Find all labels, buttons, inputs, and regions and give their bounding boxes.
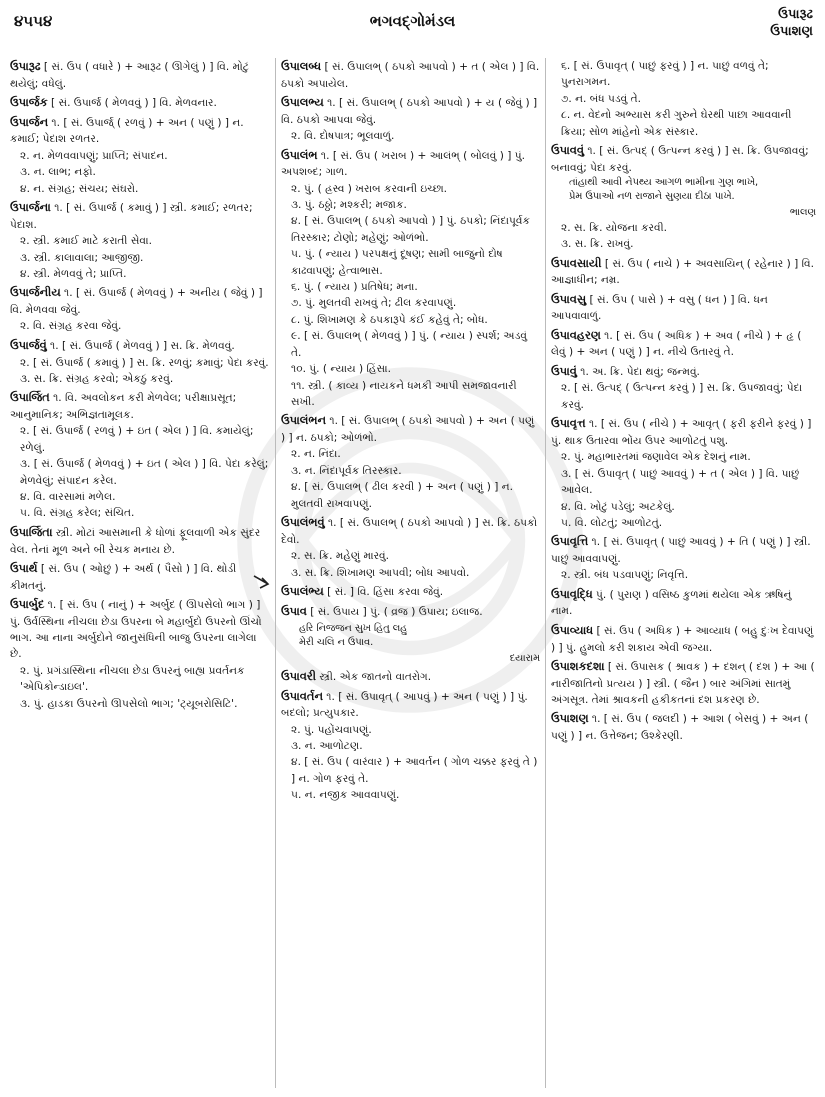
- dictionary-entry: [10, 337, 270, 387]
- headword-text: ઉપાર્થ: [10, 560, 38, 575]
- entry-headword: [10, 58, 270, 92]
- entry-headword: [551, 622, 816, 656]
- entry-headword: [551, 710, 816, 744]
- dictionary-entry: [281, 94, 540, 144]
- headword-text: ઉપાવ્યાધ: [551, 622, 594, 637]
- entry-sense: ૩. સ. ક્રિ. રાખવું.: [561, 238, 634, 251]
- entry-definition: ૧. [ સં. ઉપ ( નીચે ) + આવૃત્ ( ફરી ફરીને ફરવું ) ] પું. થાક ઉતારવા ભોંય ઉપર આળોટતું પશુ.: [551, 418, 812, 447]
- entry-definition: [ સં. ઉપ ( વધારે ) + આરૂઢ ( ઊગેલું ) ] વિ. મોટું થયેલું; વધેલું.: [10, 61, 249, 90]
- dictionary-entry: [551, 291, 816, 325]
- entry-sense: ૨. પું. પહોંચવાપણું.: [291, 723, 372, 736]
- headword-text: ઉપાર્જિતા: [10, 524, 53, 539]
- dictionary-entry: [281, 688, 540, 804]
- running-title: ભગવદ્ગોમંડલ: [369, 12, 456, 30]
- headword-text: ઉપાલંભન: [281, 413, 327, 428]
- entry-sense: ૨. વિ. દોષપાત્ર; ભૂલવાળું.: [291, 130, 395, 143]
- entry-definition: ૧. [ સં. ઉપાવૃત્ ( પાછું આવવું ) + તિ ( પણું ) ] સ્ત્રી. પાછું આવવાપણું.: [551, 536, 811, 565]
- entry-headword: [281, 668, 540, 686]
- quotation-author: ભાલણ: [789, 206, 816, 218]
- entry-sense: ૨. વિ. સંગ્રહ કરવા જેવું.: [20, 320, 122, 333]
- dictionary-entry: [551, 710, 816, 744]
- entry-definition: [ સં. ઉપાય ] પું. ( વ્રજ ) ઉપાય; ઇલાજ.: [306, 605, 483, 618]
- entry-headword: [281, 603, 540, 621]
- headword-text: ઉપાલંભ્ય: [281, 583, 324, 598]
- entry-sense: ૪. વિ. ખોટું પડેલું; અટકેલું.: [561, 500, 675, 513]
- entry-definition: [ સં. ઉપ ( પાસે ) + વસુ ( ધન ) ] વિ. ધન આપવાવાળું.: [551, 293, 768, 323]
- column-divider: [545, 58, 546, 1088]
- dictionary-entry: [281, 58, 540, 92]
- headword-text: ઉપાવૃત્તિ: [551, 534, 589, 549]
- headword-text: ઉપાશકદશા: [551, 658, 605, 673]
- entry-headword: [281, 514, 540, 548]
- entry-sense: ૩. [ સં. ઉપાવૃત્ ( પાછું આવવું ) + ત ( એલ ) ] વિ. પાછું આવેલ.: [561, 467, 800, 497]
- entry-sense: ૫. વિ. લોટતું; આળોટતું.: [561, 516, 663, 529]
- dictionary-entry: [551, 415, 816, 531]
- handwritten-arrow-mark: [252, 572, 272, 592]
- entry-quotation: તાંહાથી આવી નેપથ્ય આગળ ભામીના ગુણ ભાખે,: [569, 177, 759, 189]
- entry-headword: [281, 688, 540, 722]
- entry-sense: ૪. ન. સંગ્રહ; સંચય; સંઘરો.: [20, 182, 139, 195]
- entry-definition: પું. ( પુરાણ ) વસિષ્ઠ કુળમાં થયેલા એક ઋષિનું નામ.: [551, 588, 792, 618]
- entry-sense: ૧૧. સ્ત્રી. ( કાવ્ય ) નાયકને ધમકી આપી સમજાવનારી સખી.: [291, 379, 517, 408]
- entry-definition: ૧. [ સં. ઉપાર્જ ( કમાવું ) ] સ્ત્રી. કમાઈ; રળતર; પેદાશ.: [10, 202, 253, 231]
- entry-definition: ૧. [ સં. ઉપ ( નાનું ) + અર્બુદ ( ઊપસેલો ભાગ ) ] પું. ઉર્વસ્થિના નીચલા છેડા ઉપરના બે મહાર્બુદો ઉપરનો ઊંચો ભાગ. આ નાના અર્બુદોને જાનુસંધિની બાજુ ઉપરના લાગેલા છે.: [10, 598, 262, 661]
- entry-headword: [10, 284, 270, 318]
- entry-sense: ૨. સ. ક્રિ. મહેણું મારવું.: [291, 550, 390, 563]
- dictionary-entry: [551, 658, 816, 708]
- entry-quotation: હરિ નિજજન સુખ હિતુ લહુ: [299, 623, 408, 635]
- entry-sense: ૩. ન. લાભ; નફો.: [20, 166, 96, 179]
- headword-text: ઉપાવર્તન: [281, 688, 323, 703]
- entry-sense: ૪. [ સં. ઉપાલભ્ ( ઢીલ કરવી ) + અન ( પણું ) ] ન. મુલતવી રાખવાપણું.: [291, 481, 513, 510]
- entry-headword: [551, 586, 816, 620]
- entry-headword: [10, 94, 270, 112]
- dictionary-entry: [281, 603, 540, 621]
- headword-text: ઉપાલંભવું: [281, 515, 325, 530]
- entry-definition: સ્ત્રી. એક જાતનો વાતરોગ.: [316, 670, 432, 683]
- headword-text: ઉપાવું: [551, 363, 577, 378]
- dictionary-entry: [10, 94, 270, 112]
- entry-definition: ૧. વિ. અવલોકન કરી મેળવેલ; પરીક્ષાપ્રસૂત; આનુમાનિક; અભિજ્ઞતામૂલક.: [10, 392, 237, 421]
- headword-text: ઉપાર્જના: [10, 200, 51, 215]
- entry-headword: [10, 114, 270, 148]
- headword-text: ઉપાલબ્ધ: [281, 59, 322, 73]
- entry-definition: ૧. [ સં. ઉપાલભ્ ( ઠપકો આપવો ) + અન ( પણું ) ] ન. ઠપકો; ઓળંભો.: [281, 415, 535, 444]
- entry-definition: ૧. [ સં. ઉપ ( જલદી ) + આશ ( બેસવું ) + અન ( પણું ) ] ન. ઉત્તેજન; ઉશ્કેરણી.: [551, 713, 809, 743]
- entry-sense: ૫. ન. નજીક આવવાપણું.: [291, 789, 400, 802]
- entry-definition: ૧. [ સં. ઉત્પદ્ ( ઉત્પન્ન કરવું ) ] સ. ક્રિ. ઉપજાવવું; બનાવવું; પેદા કરવું.: [551, 145, 809, 174]
- entry-headword: [10, 524, 270, 558]
- entry-sense: ૩. પું. હાડકા ઉપરનો ઊપસેલો ભાગ; 'ટ્યૂબરોસિટિ'.: [20, 697, 238, 710]
- dictionary-entry: [10, 199, 270, 282]
- dictionary-entry: [551, 363, 816, 413]
- dictionary-entry: [281, 147, 540, 411]
- entry-definition: [ સં. ઉપ ( નાચે ) + અવસાયિન્ ( રહેનાર ) ] વિ. આજ્ઞાધીન; નમ્ર.: [551, 257, 814, 287]
- entry-quotation: પ્રેમ ઉપાઓ નળ રાજાને સુણયા દીઠા પાખે.: [569, 191, 735, 203]
- entry-headword: [281, 58, 540, 92]
- entry-sense: ૪. સ્ત્રી. મેળવવું તે; પ્રાપ્તિ.: [20, 267, 127, 280]
- entry-definition: સ્ત્રી. મોટાં આસમાની કે ધોળાં ફૂલવાળી એક સુંદર વેલ. તેનાં મૂળ અને બી રેચક મનાય છે.: [10, 526, 261, 556]
- entry-headword: [10, 199, 270, 233]
- dictionary-entry: [10, 284, 270, 334]
- entry-definition: ૧. [ સં. ઉપાર્જ ( મેળવવું ) ] સ. ક્રિ. મેળવવું.: [46, 339, 235, 352]
- column-divider: [275, 58, 276, 1088]
- entry-sense: ૪. [ સં. ઉપાલભ્ ( ઠપકો આપવો ) ] પું. ઠપકો; નિંદાપૂર્વક તિરસ્કાર; ટોણો; મહેણું; ઓળંભો.: [291, 215, 530, 244]
- entry-sense: ૩. પું. ઠઠ્ઠો; મશ્કરી; મજાક.: [291, 199, 407, 212]
- headword-text: ઉપાર્જિત: [10, 390, 50, 405]
- entry-headword: [10, 389, 270, 423]
- entry-headword: [551, 291, 816, 325]
- entry-definition: [ સં. ઉપાલભ્ ( ઠપકો આપવો ) + ત ( એલ ) ] વિ. ઠપકો અપાયેલ.: [281, 61, 540, 90]
- dictionary-entry: [551, 255, 816, 289]
- quotation-author: દયારામ: [509, 652, 540, 664]
- entry-definition: ૧. [ સં. ઉપાવૃત્ ( આપવું ) + અન ( પણું ) ] પું. બદલો; પ્રત્યુપકાર.: [281, 690, 528, 720]
- entry-sense: ૨. [ સં. ઉપાર્જ ( રળવું ) + ઇત ( એલ ) ] વિ. કમાયેલું; રળેલું.: [20, 425, 254, 454]
- entry-headword: [281, 147, 540, 181]
- guide-words: [770, 6, 813, 40]
- dictionary-entry: [281, 622, 540, 666]
- dictionary-entry: [281, 583, 540, 601]
- headword-text: ઉપાવ: [281, 603, 307, 618]
- entry-headword: [10, 596, 270, 663]
- entry-headword: [551, 415, 816, 449]
- dictionary-entry: [10, 524, 270, 558]
- headword-text: ઉપાશણ: [551, 711, 589, 726]
- dictionary-entry: [10, 596, 270, 712]
- entry-sense: ૨. ન. મેળવવાપણું; પ્રાપ્તિ; સંપાદન.: [20, 149, 168, 162]
- entry-sense: ૭. ન. બંધ પડવું તે.: [561, 92, 642, 105]
- entry-definition: ૧. [ સં. ઉપાર્જ્ ( રળવું ) + અન ( પણું ) ] ન. કમાઈ; પેદાશ રળતર.: [10, 116, 244, 146]
- dictionary-entry: [10, 58, 270, 92]
- entry-headword: [10, 560, 270, 594]
- entry-definition: ૧. [ સં. ઉપાલભ્ ( ઠપકો આપવો ) ] સ. ક્રિ. ઠપકો દેવો.: [281, 517, 538, 546]
- entry-headword: [551, 363, 816, 381]
- entry-definition: ૧. [ સં. ઉપાર્જ ( મેળવવું ) + અનીય ( જેવું ) ] વિ. મેળવવા જેવું.: [10, 287, 263, 317]
- dictionary-entry: [10, 560, 270, 594]
- dictionary-entry: [551, 586, 816, 620]
- entry-sense: ૭. પું. મુલતવી રાખવું તે; ઢીલ કરવાપણું.: [291, 297, 457, 310]
- entry-headword: [551, 142, 816, 176]
- dictionary-entry: [281, 514, 540, 581]
- dictionary-column-1: [10, 58, 270, 1088]
- headword-text: ઉપાવૃદ્ધિ: [551, 586, 593, 601]
- entry-headword: [281, 94, 540, 128]
- entry-headword: [281, 583, 540, 601]
- entry-sense: ૩. સ. ક્રિ. શિખામણ આપવી; બોધ આપવો.: [291, 566, 470, 579]
- page-header: [0, 0, 825, 40]
- entry-sense: ૧૦. પું. ( ન્યાય ) હિંસા.: [291, 363, 392, 376]
- entry-sense: ૨. પું. ( હ્રસ્વ ) ખરાબ કરવાની ઇચ્છા.: [291, 182, 448, 195]
- entry-headword: [551, 255, 816, 289]
- guide-word-last: ઉપાશણ: [770, 24, 813, 39]
- entry-sense: ૮. ન. વેદનો અભ્યાસ કરી ગુરુને ઘેરથી પાછા આવવાની ક્રિયા; સોળ માંહેનો એક સંસ્કાર.: [561, 109, 792, 138]
- entry-quotation: મેરી ચલિ ન ઉપાવ.: [299, 637, 374, 649]
- entry-sense: ૨. સ્ત્રી. બંધ પડવાપણું; નિવૃત્તિ.: [561, 569, 689, 582]
- headword-text: ઉપાવસાયી: [551, 255, 602, 270]
- entry-sense: ૪. [ સં. ઉપ ( વારંવાર ) + આવર્તન ( ગોળ ચક્કર ફરવું તે ) ] ન. ગોળ ફરવું તે.: [291, 756, 538, 785]
- entry-definition: [ સં. ઉપ ( અધિક ) + આવ્યાધ ( બહુ દુઃખ દેવાપણું ) ] પું. હુમલો કરી શકાય એવી જગ્યા.: [551, 624, 814, 654]
- entry-sense: ૨. સ્ત્રી. કમાઈ માટે કરાતી સેવા.: [20, 235, 152, 248]
- entry-sense: ૪. વિ. વારસામાં મળેલ.: [20, 491, 116, 504]
- headword-text: ઉપાર્જન: [10, 114, 49, 129]
- entry-sense: ૩. સ. ક્રિ. સંગ્રહ કરવો; એકઠું કરવું.: [20, 372, 174, 385]
- dictionary-entry: [551, 622, 816, 656]
- entry-sense: ૨. [ સં. ઉપાર્જ ( કમાવું ) ] સ. ક્રિ. રળવું; કમાવું; પેદા કરવું.: [20, 356, 269, 369]
- entry-sense: ૩. સ્ત્રી. કાલાવાલા; આજીજી.: [20, 251, 144, 264]
- dictionary-entry: [281, 668, 540, 686]
- entry-sense: ૫. વિ. સંગ્રહ કરેલ; સંચિત.: [20, 507, 135, 520]
- dictionary-entry: [10, 114, 270, 197]
- headword-text: ઉપારૂઢ: [10, 59, 41, 73]
- dictionary-entry: [551, 533, 816, 583]
- entry-sense: ૩. ન. આળોટણ.: [291, 740, 363, 752]
- entry-definition: [ સં. ] વિ. હિંસા કરવા જેવું.: [323, 585, 444, 598]
- entry-sense: ૮. પું. શિખામણ કે ઠપકારૂપે કંઈ કહેવું તે; બોધ.: [291, 313, 488, 326]
- entry-sense: ૯. [ સં. ઉપાલભ્ ( મેળવવું ) ] પું. ( ન્યાય ) સ્પર્શ; અડવું તે.: [291, 330, 528, 359]
- entry-sense: ૨. ન. નિંદા.: [291, 448, 341, 461]
- headword-text: ઉપાર્જવું: [10, 337, 47, 352]
- headword-text: ઉપાવરી: [281, 668, 317, 683]
- guide-word-first: ઉપારૂઢ: [778, 7, 813, 22]
- headword-text: ઉપાર્જનીય: [10, 285, 61, 300]
- entry-definition: [ સં. ઉપાર્જ ( મેળવવું ) ] વિ. મેળવનાર.: [47, 97, 217, 110]
- entry-sense: ૬. પું. ( ન્યાય ) પ્રતિષેધ; મના.: [291, 281, 418, 294]
- entry-sense: ૨. પું. પ્રગંડાસ્થિના નીચલા છેડા ઉપરનું બાહ્ય પ્રવર્તનક 'એપિકોન્ડાઇલ'.: [20, 664, 245, 694]
- headword-text: ઉપાલભ્ય: [281, 95, 324, 110]
- entry-sense: ૩. [ સં. ઉપાર્જ ( મેળવવું ) + ઇત ( એલ ) ] વિ. પેદા કરેલું; મેળવેલું; સંપાદન કરેલ.: [20, 458, 269, 487]
- entry-definition: ૧. [ સં. ઉપ ( અધિક ) + અવ ( નીચે ) + હૃ ( લેવું ) + અન ( પણું ) ] ન. નીચે ઉતારવું તે.: [551, 329, 802, 359]
- dictionary-column-2: [281, 58, 540, 1088]
- headword-text: ઉપાવસુ: [551, 291, 587, 306]
- headword-text: ઉપાવવું: [551, 143, 584, 158]
- entry-definition: ૧. [ સં. ઉપાલભ્ ( ઠપકો આપવો ) + ય ( જેવું ) ] વિ. ઠપકો આપવા જેવું.: [281, 97, 538, 126]
- entry-sense: ૬. [ સં. ઉપાવૃત્ ( પાછું ફરવું ) ] ન. પાછું વળવું તે; પુનરાગમન.: [561, 60, 769, 89]
- entry-definition: ૧. અ. ક્રિ. પેદા થવું; જન્મવું.: [576, 365, 700, 378]
- dictionary-entry: [551, 142, 816, 252]
- entry-headword: [10, 337, 270, 355]
- headword-text: ઉપાવૃત્ત: [551, 416, 586, 431]
- headword-text: ઉપાર્બુદ: [10, 596, 45, 611]
- dictionary-entry: [281, 412, 540, 512]
- entry-sense: ૨. પું. મહાભારતમાં જણાવેલ એક દેશનું નામ.: [561, 451, 751, 464]
- entry-sense: ૨. સ. ક્રિ. યોજના કરવી.: [561, 221, 668, 234]
- headword-text: ઉપાલંભ: [281, 147, 318, 162]
- headword-text: ઉપાવહરણ: [551, 327, 601, 342]
- entry-sense: ૫. પું. ( ન્યાય ) પરપક્ષનું દૂષણ; સામી બાજુનો દોષ કાઢવાપણું; હેત્વાભાસ.: [291, 248, 503, 277]
- dictionary-entry: [551, 58, 816, 140]
- entry-headword: [551, 533, 816, 567]
- dictionary-entry: [10, 389, 270, 522]
- entry-sense: ૩. ન. નિંદાપૂર્વક તિરસ્કાર.: [291, 464, 402, 477]
- entry-definition: ૧. [ સં. ઉપ ( ખરાબ ) + આલંભ્ ( બોલવું ) ] પું. અપશબ્દ; ગાળ.: [281, 149, 525, 179]
- entry-definition: [ સં. ઉપાસક ( શ્રાવક ) + દશન્ ( દશ ) + આ ( નારીજાતિનો પ્રત્યય ) ] સ્ત્રી. ( જૈન ) બાર અંગિમાં સાતમું અંગસૂત્ર. તેમાં શ્રાવકની હકીકતનાં દશ પ્રકરણ છે.: [551, 660, 815, 707]
- entry-headword: [551, 327, 816, 361]
- page-number: ૪૫૫૪: [14, 12, 53, 30]
- dictionary-entry: [551, 327, 816, 361]
- headword-text: ઉપાર્જક: [10, 95, 48, 110]
- dictionary-column-3: [551, 58, 816, 1088]
- entry-sense: ૨. [ સં. ઉત્પદ્ ( ઉત્પન્ન કરવું ) ] સ. ક્રિ. ઉપજાવવું; પેદા કરવું.: [561, 382, 803, 411]
- entry-headword: [281, 412, 540, 446]
- entry-headword: [551, 658, 816, 708]
- entry-definition: [ સં. ઉપ ( ઓછું ) + અર્થ ( પૈસો ) ] વિ. થોડી કીમતનું.: [10, 562, 237, 592]
